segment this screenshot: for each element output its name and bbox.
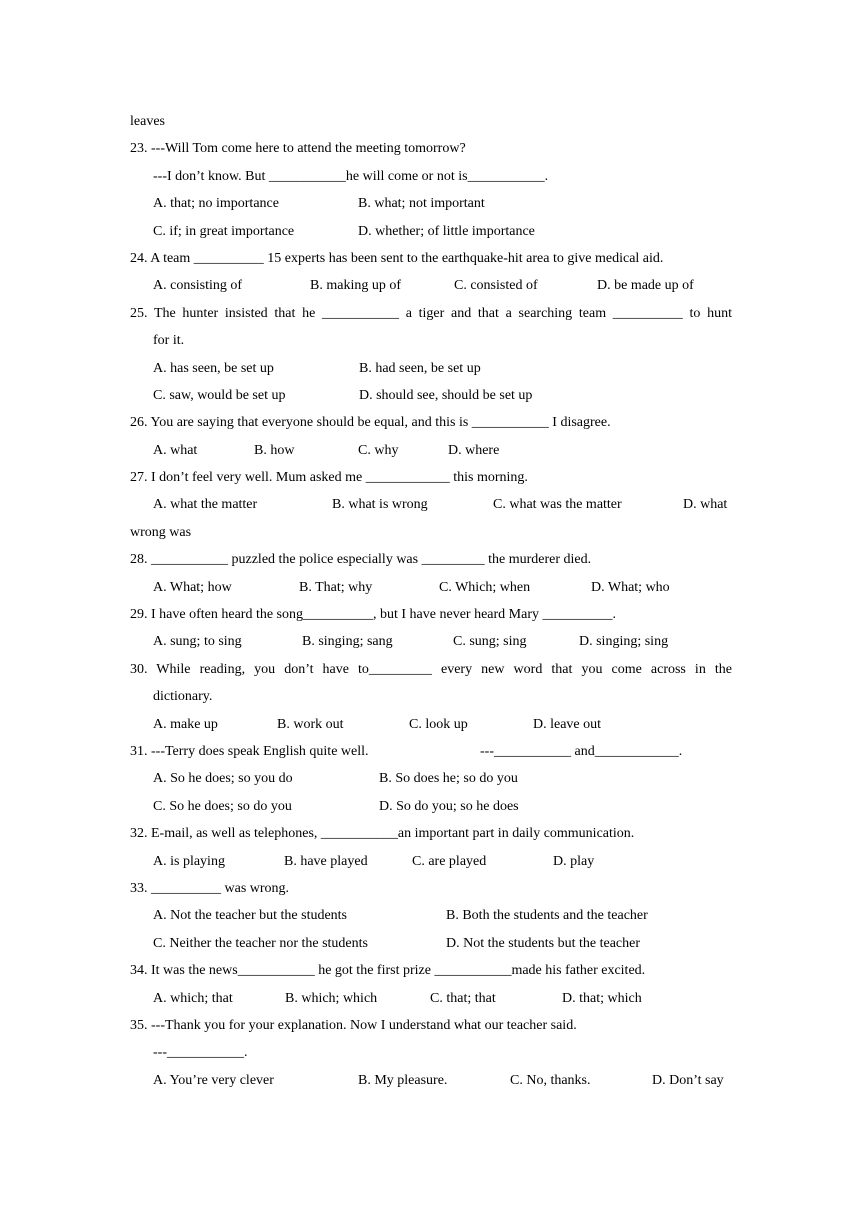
option-a: A. is playing (153, 853, 225, 869)
option-c: C. what was the matter (493, 497, 622, 513)
option-b: B. singing; sang (302, 634, 393, 650)
option-b: B. what is wrong (332, 497, 428, 513)
option-c: C. if; in great importance (153, 223, 295, 239)
question-29-options (130, 628, 732, 655)
option-a: A. You’re very clever (153, 1072, 274, 1088)
option-d: D. singing; sing (579, 634, 669, 650)
option-c: C. Neither the teacher nor the students (153, 935, 368, 951)
option-c: C. look up (409, 716, 468, 732)
option-b: B. That; why (299, 579, 373, 595)
option-d: D. should see, should be set up (359, 387, 533, 403)
question-25-stem: 25. The hunter insisted that he ___________ a tiger and that a searching team __________ to hunt (130, 305, 732, 321)
option-d: D. leave out (533, 716, 602, 732)
option-b: B. which; which (285, 990, 378, 1006)
question-27-options (130, 491, 732, 518)
question-27-option-d-wrap: wrong was (130, 524, 192, 540)
option-a: A. So he does; so you do (153, 771, 293, 787)
question-31-options-row2 (130, 793, 732, 820)
option-b: B. So does he; so do you (379, 771, 518, 787)
question-25-options-row1 (130, 355, 732, 382)
question-list (130, 108, 732, 1094)
option-c: C. No, thanks. (510, 1072, 591, 1088)
question-33-options-row1 (130, 902, 732, 929)
question-28-options (130, 574, 732, 601)
option-b: B. what; not important (358, 196, 485, 212)
question-23-reply: ---I don’t know. But ___________he will come or not is___________. (153, 168, 549, 184)
question-24-options (130, 272, 732, 299)
option-d: D. Not the students but the teacher (446, 935, 641, 951)
question-34-stem: 34. It was the news___________ he got the first prize ___________made his father excited. (130, 963, 646, 979)
question-28-stem: 28. ___________ puzzled the police especially was _________ the murderer died. (130, 552, 592, 568)
option-b: B. had seen, be set up (359, 360, 481, 376)
question-26-options (130, 437, 732, 464)
option-c: C. So he does; so do you (153, 798, 292, 814)
option-a: A. make up (153, 716, 218, 732)
option-d: D. play (553, 853, 595, 869)
option-c: C. why (358, 442, 399, 458)
question-35-options (130, 1067, 732, 1094)
option-a: A. Not the teacher but the students (153, 908, 348, 924)
option-c: C. consisted of (454, 278, 538, 294)
option-a: A. What; how (153, 579, 232, 595)
option-a: A. what the matter (153, 497, 258, 513)
question-26-stem: 26. You are saying that everyone should be equal, and this is ___________ I disagree. (130, 415, 611, 431)
option-b: B. how (254, 442, 295, 458)
option-a: A. consisting of (153, 278, 243, 294)
option-d: D. Don’t say (652, 1072, 724, 1088)
question-27-stem: 27. I don’t feel very well. Mum asked me ____________ this morning. (130, 470, 528, 486)
option-a: A. that; no importance (153, 196, 279, 212)
question-35-stem: 35. ---Thank you for your explanation. Now I understand what our teacher said. (130, 1017, 577, 1033)
question-33-stem: 33. __________ was wrong. (130, 880, 290, 896)
option-b: B. have played (284, 853, 368, 869)
question-32-options (130, 848, 732, 875)
option-c: C. Which; when (439, 579, 531, 595)
option-c: C. are played (412, 853, 487, 869)
question-23-stem: 23. ---Will Tom come here to attend the meeting tomorrow? (130, 141, 466, 157)
option-b: B. work out (277, 716, 344, 732)
question-25-stem-cont: for it. (153, 333, 185, 349)
question-30-options (130, 711, 732, 738)
option-b: B. Both the students and the teacher (446, 908, 648, 924)
option-a: A. has seen, be set up (153, 360, 274, 376)
option-b: B. making up of (310, 278, 401, 294)
question-35-reply: ---___________. (153, 1045, 248, 1061)
question-31-options-row1 (130, 765, 732, 792)
option-d: D. where (448, 442, 500, 458)
option-c: C. that; that (430, 990, 496, 1006)
option-a: A. what (153, 442, 198, 458)
question-31-reply: ---___________ and____________. (480, 743, 683, 759)
question-29-stem: 29. I have often heard the song__________, but I have never heard Mary __________. (130, 607, 616, 623)
question-23-options-row2 (130, 218, 732, 245)
option-c: C. sung; sing (453, 634, 527, 650)
question-32-stem: 32. E-mail, as well as telephones, ___________an important part in daily communication. (130, 826, 635, 842)
option-d: D. whether; of little importance (358, 223, 535, 239)
option-b: B. My pleasure. (358, 1072, 448, 1088)
option-d: D. that; which (562, 990, 642, 1006)
option-a: A. which; that (153, 990, 233, 1006)
question-30-stem-cont: dictionary. (153, 689, 213, 705)
question-31-stem-row (130, 738, 732, 765)
option-d: D. be made up of (597, 278, 694, 294)
question-30-stem: 30. While reading, you don’t have to_________ every new word that you come across in the (130, 661, 732, 677)
option-d: D. what (683, 497, 728, 513)
option-d: D. So do you; so he does (379, 798, 519, 814)
question-24-stem: 24. A team __________ 15 experts has been sent to the earthquake-hit area to give medical aid. (130, 250, 664, 266)
option-a: A. sung; to sing (153, 634, 242, 650)
question-25-options-row2 (130, 382, 732, 409)
option-c: C. saw, would be set up (153, 387, 286, 403)
option-d: D. What; who (591, 579, 670, 595)
question-23-options-row1 (130, 190, 732, 217)
question-31-stem: 31. ---Terry does speak English quite well. (130, 743, 369, 759)
question-34-options (130, 985, 732, 1012)
leading-text: leaves (130, 114, 165, 129)
question-33-options-row2 (130, 930, 732, 957)
